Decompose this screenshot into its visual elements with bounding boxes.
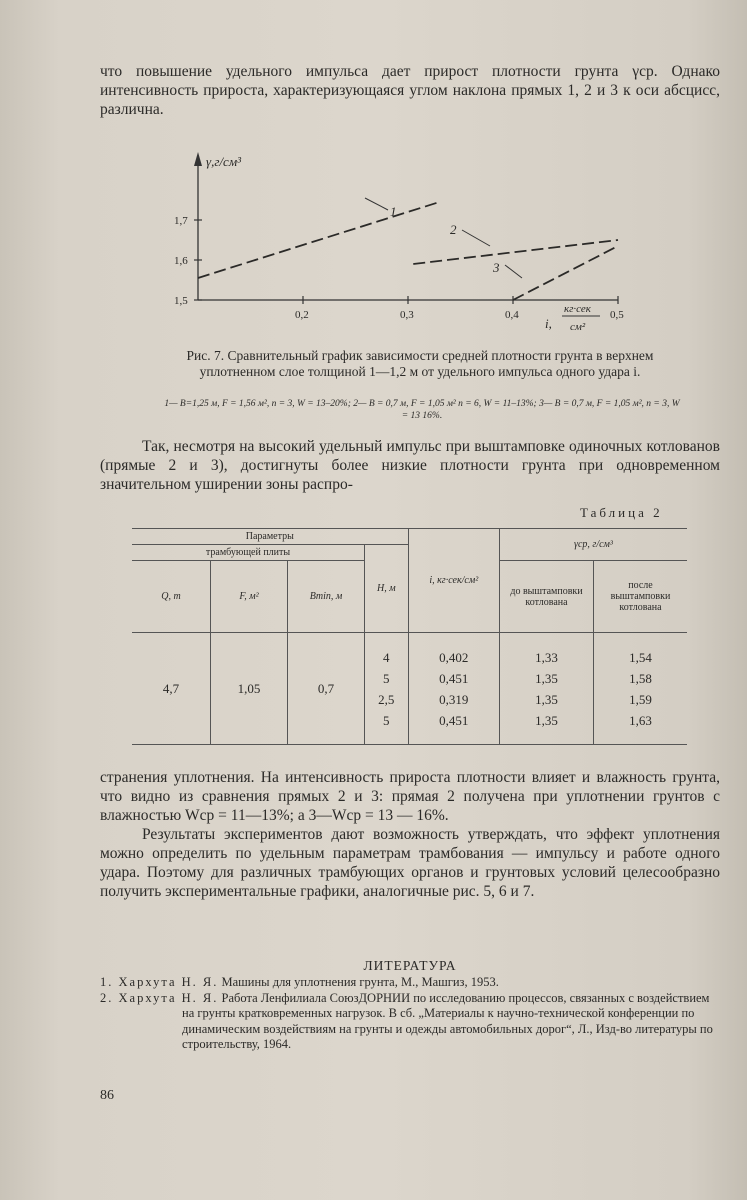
table-row-before: 1,33	[535, 649, 558, 665]
table-caption: Таблица 2	[580, 505, 663, 520]
figure-caption: Рис. 7. Сравнительный график зависимости средней плотности грунта в верхнем уплотненном слое толщиной 1—1,2 м от удельного импульса одного удара i.	[186, 348, 654, 379]
header-params: Параметры	[132, 529, 408, 545]
table-row-i: 0,402	[439, 649, 469, 665]
body-paragraph-2: странения уплотнения. На интенсивность прироста плотности влияет и влажность грунта, что видно из сравнения прямых 2 и 3: прямая 2 получена при уплотнении грунтов с влажностью Wср = 11—13%; а 3—Wср = 13 — 16%. Результаты экспериментов дают возможность утверждать, что эффект уплотнения можно определить по удельным параметрам трамбования — импульсу и работе одного удара. Поэтому для различных трамбующих органов и грунтовых условий целесообразно получить экспериментальные графики, аналогичные рис. 5, 6 и 7.	[100, 769, 720, 900]
x-axis-label-den: см²	[570, 321, 586, 333]
y-axis-arrow-icon	[194, 152, 202, 166]
table-row-after: 1,58	[629, 670, 652, 686]
header-plate: трамбующей плиты	[132, 545, 365, 561]
reference-1: 1. Хархута Н. Я. Машины для уплотнения грунта, М., Машгиз, 1953.	[100, 975, 499, 989]
header-after: после выштамповки котлована	[594, 561, 688, 633]
y-tick-label: 1,5	[174, 295, 188, 307]
data-table	[132, 528, 687, 745]
page-number: 86	[100, 1088, 114, 1103]
header-gamma: γср, г/см³	[500, 529, 688, 561]
cell-before-list	[500, 633, 594, 745]
x-tick-label: 0,5	[610, 309, 624, 321]
table-row-after: 1,54	[629, 649, 652, 665]
x-tick-label: 0,4	[505, 309, 519, 321]
series-3-leader	[505, 265, 522, 278]
references-title: ЛИТЕРАТУРА	[363, 958, 457, 973]
density-chart	[160, 140, 640, 340]
series-2-line	[413, 240, 618, 264]
series-1-label: 1	[390, 204, 397, 219]
figure-legend: 1— B=1,25 м, F = 1,56 м², n = 3, W = 13–20%; 2— B = 0,7 м, F = 1,05 м² n = 6, W = 11–13%; 3— B = 0,7 м, F = 1,05 м², n = 3, W = 13 16%.	[164, 399, 680, 421]
table-row-h: 5	[383, 712, 390, 728]
series-2-label: 2	[450, 222, 457, 237]
table-row-after: 1,63	[629, 712, 652, 728]
series-2-leader	[462, 230, 490, 246]
table-row-i: 0,451	[439, 670, 469, 686]
y-axis-label: γ,г/см³	[206, 154, 242, 169]
table-row-before: 1,35	[535, 691, 558, 707]
table-row-i: 0,319	[439, 691, 469, 707]
series-3-label: 3	[493, 260, 500, 275]
header-q: Q, т	[132, 561, 211, 633]
cell-q: 4,7	[132, 633, 211, 745]
header-i: i, кг·сек/см²	[408, 529, 499, 633]
x-tick-label: 0,3	[400, 309, 414, 321]
header-f: F, м²	[211, 561, 288, 633]
cell-i-list	[408, 633, 499, 745]
cell-h-list	[365, 633, 409, 745]
header-b: Bmin, м	[288, 561, 365, 633]
intro-paragraph: что повышение удельного импульса дает прирост плотности грунта γср. Однако интенсивность прироста, характеризующаяся углом наклона прямых 1, 2 и 3 к оси абсцисс, различна.	[100, 63, 720, 118]
table-row-i: 0,451	[439, 712, 469, 728]
cell-after-list	[594, 633, 688, 745]
table-row-h: 4	[383, 649, 390, 665]
y-tick-label: 1,7	[174, 215, 188, 227]
series-3-line	[513, 246, 618, 300]
x-axis-var: i,	[545, 316, 552, 331]
x-tick-label: 0,2	[295, 309, 309, 321]
table-row-after: 1,59	[629, 691, 652, 707]
references-list	[100, 975, 720, 1053]
table-row-before: 1,35	[535, 712, 558, 728]
header-h: H, м	[365, 545, 409, 633]
y-tick-label: 1,6	[174, 255, 188, 267]
header-before: до выштамповки котлована	[500, 561, 594, 633]
series-lines	[198, 202, 618, 300]
cell-b: 0,7	[288, 633, 365, 745]
table-row-h: 2,5	[378, 691, 395, 707]
reference-2: 2. Хархута Н. Я. Работа Ленфилиала СоюзДОРНИИ по исследованию процессов, связанных с воздействием на грунты кратковременных нагрузок. В сб. „Материалы к научно-технической конференции по динамическим воздействиям на грунты и одежды автомобильных дорог“, Л., Изд-во литературы по строительству, 1964.	[100, 990, 713, 1051]
x-axis-label-num: кг·сек	[564, 303, 591, 315]
table-row-before: 1,35	[535, 670, 558, 686]
series-1-line	[198, 202, 440, 278]
body-paragraph-1: Так, несмотря на высокий удельный импульс при выштамповке одиночных котлованов (прямые 2 и 3), достигнуты более низкие плотности грунта при одновременном значительном уширении зоны распро-	[100, 438, 720, 493]
series-1-leader	[365, 198, 388, 210]
table-row-h: 5	[383, 670, 390, 686]
cell-f: 1,05	[211, 633, 288, 745]
